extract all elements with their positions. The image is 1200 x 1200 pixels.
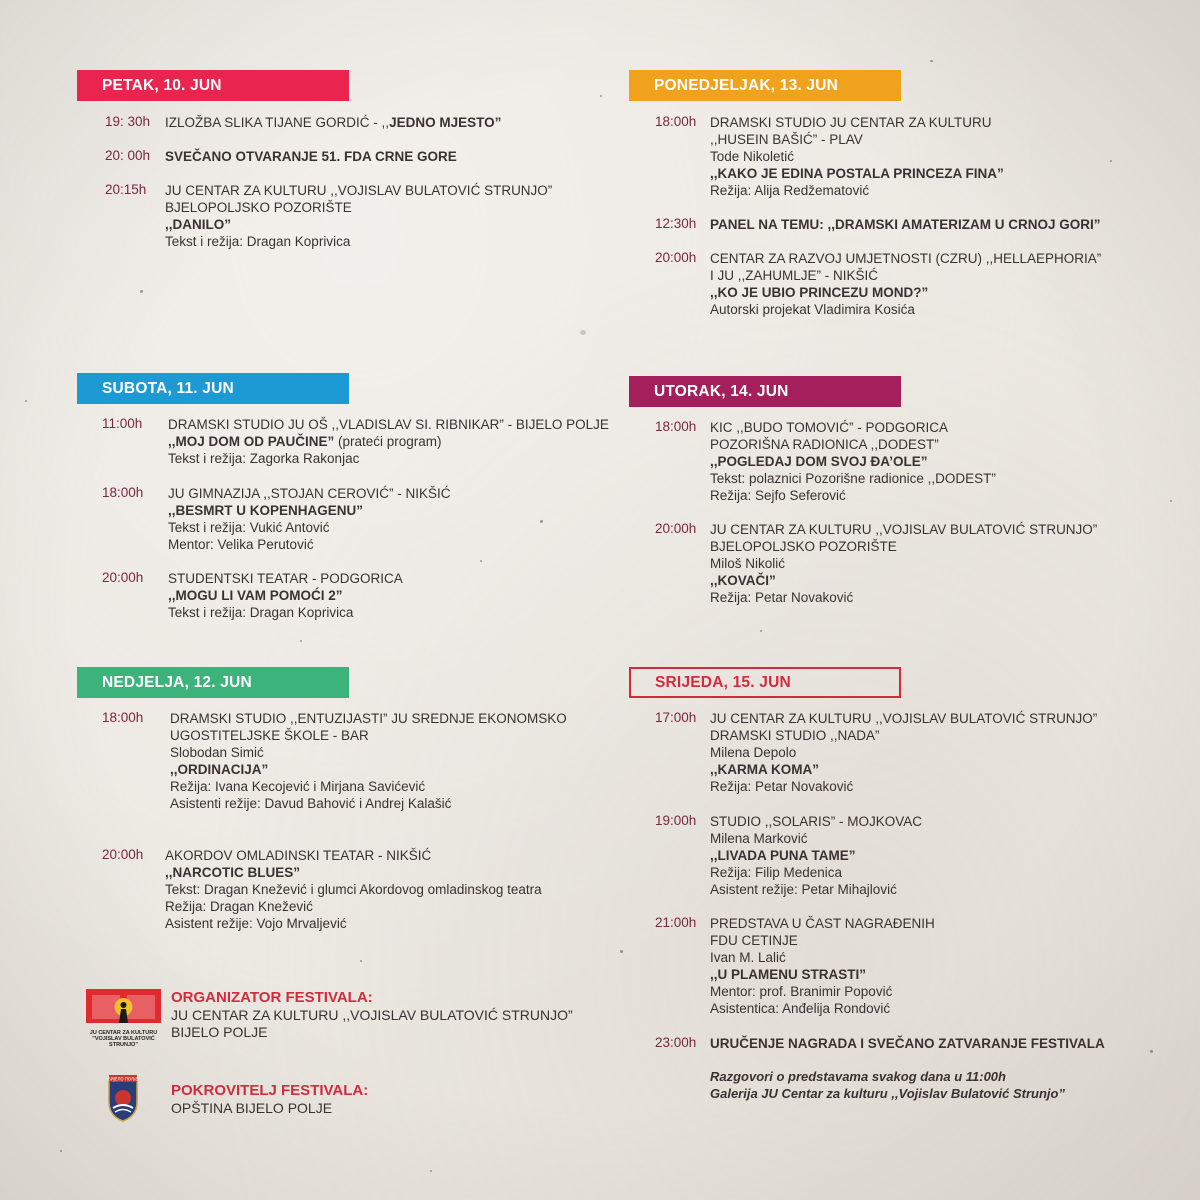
event-line: FDU CETINJE: [710, 933, 798, 948]
event-line: JU GIMNAZIJA ,,STOJAN CEROVIĆ” - NIKŠIĆ: [168, 486, 451, 501]
event-line: Režija: Filip Medenica: [710, 865, 843, 880]
event-line: Asistent režije: Petar Mihajlović: [710, 882, 897, 897]
event-title: ,,KARMA KOMA”: [710, 762, 819, 777]
day-header-subota: SUBOTA, 11. JUN: [77, 373, 349, 404]
event-line: CENTAR ZA RAZVOJ UMJETNOSTI (CZRU) ,,HELLAEPHORIA”: [710, 251, 1102, 266]
event-line: IZLOŽBA SLIKA TIJANE GORDIĆ - ,,JEDNO MJESTO”: [165, 115, 502, 130]
event-time: 20:00h: [102, 570, 144, 585]
event-line: Režija: Petar Novaković: [710, 779, 854, 794]
event-line: Ivan M. Lalić: [710, 950, 786, 965]
event-title: ,,NARCOTIC BLUES”: [165, 865, 300, 880]
event-line: DRAMSKI STUDIO JU OŠ ,,VLADISLAV SI. RIBNIKAR” - BIJELO POLJE: [168, 417, 609, 432]
sponsor-title: POKROVITELJ FESTIVALA:: [171, 1082, 369, 1099]
event-time: 11:00h: [102, 416, 143, 431]
event-line: Mentor: prof. Branimir Popović: [710, 984, 893, 999]
event-line: DRAMSKI STUDIO JU CENTAR ZA KULTURU: [710, 115, 992, 130]
note-line: Galerija JU Centar za kulturu ,,Vojislav Bulatović Strunjo”: [710, 1086, 1065, 1101]
event-line: Režija: Dragan Knežević: [165, 899, 313, 914]
day-header-srijeda: SRIJEDA, 15. JUN: [629, 667, 901, 698]
conversations-note: [710, 1068, 1065, 1102]
event-line: URUČENJE NAGRADA I SVEČANO ZATVARANJE FESTIVALA: [710, 1036, 1105, 1051]
event-line: Asistent režije: Vojo Mrvaljević: [165, 916, 347, 931]
event-title: ,,KAKO JE EDINA POSTALA PRINCEZA FINA”: [710, 166, 1004, 181]
event-line: PREDSTAVA U ČAST NAGRAĐENIH: [710, 916, 935, 931]
event-line: Autorski projekat Vladimira Kosića: [710, 302, 915, 317]
event-line: Tekst i režija: Vukić Antović: [168, 520, 330, 535]
event-line: ,,MOJ DOM OD PAUČINE” (prateći program): [168, 434, 442, 449]
event-line: Asistenti režije: Davud Bahović i Andrej Kalašić: [170, 796, 452, 811]
event-time: 20:00h: [655, 250, 697, 265]
organizer-title: ORGANIZATOR FESTIVALA:: [171, 989, 373, 1006]
event-time: 20:00h: [102, 847, 144, 862]
event-time: 21:00h: [655, 915, 697, 930]
event-line: Tode Nikoletić: [710, 149, 795, 164]
event-line: STUDENTSKI TEATAR - PODGORICA: [168, 571, 403, 586]
municipality-crest: [107, 1074, 139, 1122]
event-time: 18:00h: [102, 710, 144, 725]
day-header-utorak: UTORAK, 14. JUN: [629, 376, 901, 407]
event-line: Tekst i režija: Dragan Koprivica: [165, 234, 351, 249]
organizer-city: BIJELO POLJE: [171, 1024, 268, 1040]
organizer-logo-graphic: [86, 985, 161, 1025]
event-title: ,,POGLEDAJ DOM SVOJ ĐA’OLE”: [710, 454, 928, 469]
crest-text: БИЈЕЛО ПОЉЕ: [108, 1076, 138, 1082]
event-line: Slobodan Simić: [170, 745, 264, 760]
event-time: 19:00h: [655, 813, 697, 828]
event-time: 20: 00h: [105, 148, 151, 163]
event-time: 18:00h: [102, 485, 144, 500]
organizer-logo: [86, 985, 161, 1048]
event-line: Tekst: polaznici Pozorišne radionice ,,DODEST”: [710, 471, 996, 486]
event-line: Tekst i režija: Dragan Koprivica: [168, 605, 354, 620]
sponsor-block: [171, 1082, 368, 1117]
event-line: KIC ,,BUDO TOMOVIĆ” - PODGORICA: [710, 420, 949, 435]
event-title: ,,KOVAČI”: [710, 573, 776, 588]
event-title: ,,KO JE UBIO PRINCEZU MOND?”: [710, 285, 929, 300]
organizer-logo-caption: JU CENTAR ZA KULTURU: [89, 1030, 158, 1036]
event-line: JU CENTAR ZA KULTURU ,,VOJISLAV BULATOVIĆ STRUNJO”: [710, 711, 1098, 726]
day-header-petak: PETAK, 10. JUN: [77, 70, 349, 101]
event-line: I JU ,,ZAHUMLJE” - NIKŠIĆ: [710, 268, 879, 283]
event-line: POZORIŠNA RADIONICA ,,DODEST”: [710, 437, 939, 452]
event-line: Asistentica: Anđelija Rondović: [710, 1001, 891, 1016]
event-time: 18:00h: [655, 419, 697, 434]
organizer-block: [171, 989, 573, 1041]
day-header-ponedjeljak: PONEDJELJAK, 13. JUN: [629, 70, 901, 101]
event-line: JU CENTAR ZA KULTURU ,,VOJISLAV BULATOVIĆ STRUNJO”: [165, 183, 553, 198]
sponsor-name: OPŠTINA BIJELO POLJE: [171, 1100, 333, 1116]
event-line: AKORDOV OMLADINSKI TEATAR - NIKŠIĆ: [165, 848, 432, 863]
event-line: Milena Depolo: [710, 745, 797, 760]
event-line: SVEČANO OTVARANJE 51. FDA CRNE GORE: [165, 149, 457, 164]
event-line: Tekst i režija: Zagorka Rakonjac: [168, 451, 360, 466]
event-line: Mentor: Velika Perutović: [168, 537, 314, 552]
event-time: 19: 30h: [105, 114, 151, 129]
event-title: ,,BESMRT U KOPENHAGENU”: [168, 503, 364, 518]
event-time: 23:00h: [655, 1035, 697, 1050]
event-title: ,,DANILO”: [165, 217, 231, 232]
event-time: 12:30h: [655, 216, 697, 231]
event-line: Tekst: Dragan Knežević i glumci Akordovog omladinskog teatra: [165, 882, 542, 897]
event-line: STUDIO ,,SOLARIS” - MOJKOVAC: [710, 814, 923, 829]
organizer-logo-caption: "VOJISLAV BULATOVIĆ STRUNJO": [92, 1036, 155, 1048]
event-line: DRAMSKI STUDIO ,,ENTUZIJASTI” JU SREDNJE EKONOMSKO: [170, 711, 567, 726]
event-time: 20:00h: [655, 521, 697, 536]
event-line: Miloš Nikolić: [710, 556, 786, 571]
event-line: BJELOPOLJSKO POZORIŠTE: [710, 539, 897, 554]
event-line: UGOSTITELJSKE ŠKOLE - BAR: [170, 728, 369, 743]
crest-icon: [107, 1074, 139, 1122]
event-line: PANEL NA TEMU: ,,DRAMSKI AMATERIZAM U CRNOJ GORI”: [710, 217, 1101, 232]
event-line: JU CENTAR ZA KULTURU ,,VOJISLAV BULATOVIĆ STRUNJO”: [710, 522, 1098, 537]
event-line: BJELOPOLJSKO POZORIŠTE: [165, 200, 352, 215]
event-time: 17:00h: [655, 710, 697, 725]
event-line: Režija: Ivana Kecojević i Mirjana Savićević: [170, 779, 426, 794]
event-time: 18:00h: [655, 114, 697, 129]
event-line: DRAMSKI STUDIO ,,NADA”: [710, 728, 880, 743]
note-line: Razgovori o predstavama svakog dana u 11:00h: [710, 1069, 1006, 1084]
event-line: ,,HUSEIN BAŠIĆ” - PLAV: [710, 132, 863, 147]
organizer-name: JU CENTAR ZA KULTURU ,,VOJISLAV BULATOVIĆ STRUNJO”: [171, 1007, 573, 1023]
event-line: Režija: Alija Redžematović: [710, 183, 870, 198]
event-line: Režija: Sejfo Seferović: [710, 488, 846, 503]
event-time: 20:15h: [105, 182, 147, 197]
event-title: ,,ORDINACIJA”: [170, 762, 269, 777]
day-header-nedjelja: NEDJELJA, 12. JUN: [77, 667, 349, 698]
event-line: Milena Marković: [710, 831, 808, 846]
event-title: ,,U PLAMENU STRASTI”: [710, 967, 867, 982]
event-title: ,,MOGU LI VAM POMOĆI 2”: [168, 588, 343, 603]
event-title: ,,LIVADA PUNA TAME”: [710, 848, 856, 863]
event-line: Režija: Petar Novaković: [710, 590, 854, 605]
